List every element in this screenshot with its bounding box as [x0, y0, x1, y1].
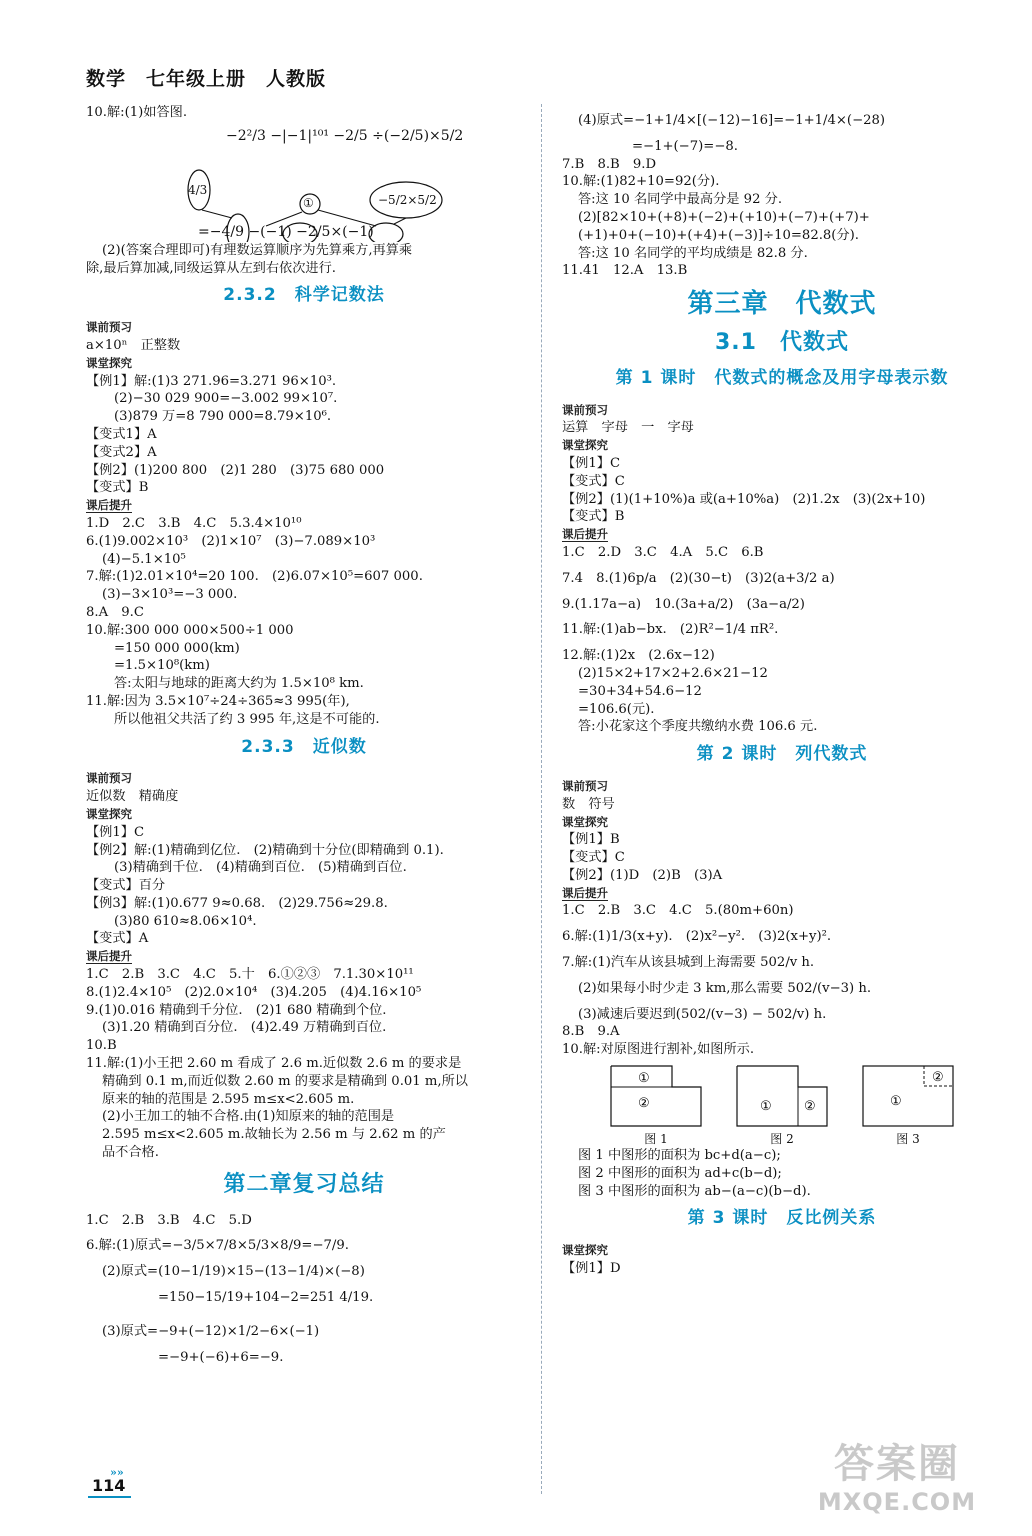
review-q6-4: (4)原式=−1+1/4×[(−12)−16]=−1+1/4×(−28): [578, 113, 886, 128]
review-q6-4-b: =−1+(−7)=−8.: [632, 138, 738, 154]
r-post-tag-2: 课后提升: [562, 885, 608, 900]
alg-q1-6: 1.C 2.D 3.C 4.A 5.C 6.B: [562, 544, 764, 560]
approx-variant-2: 【变式】A: [86, 931, 149, 947]
lesson-2-title: 第 2 课时 列代数式: [696, 744, 868, 765]
r-class-tag-3: 课堂探究: [562, 1243, 608, 1258]
alg-variant-1: 【变式】C: [562, 473, 625, 489]
expr-example-2: 【例2】(1)D (2)B (3)A: [562, 867, 723, 883]
page-number: 114: [88, 1476, 131, 1498]
q10-part2: (2)(答案合理即可)有理数运算顺序为先算乘方,再算乘: [102, 242, 413, 258]
expr-variant-1: 【变式】C: [562, 850, 625, 866]
figure-1-caption: 图 1: [644, 1132, 668, 1147]
r-class-tag-2: 课堂探究: [562, 814, 608, 829]
approx-q10: 10.B: [86, 1038, 117, 1054]
preview-answer-2: 近似数 精确度: [86, 789, 179, 805]
alg-variant-2: 【变式】B: [562, 509, 625, 525]
r-class-tag: 课堂探究: [562, 438, 608, 453]
q10-node-1: 4/3: [188, 182, 208, 197]
r-preview-tag: 课前预习: [562, 402, 608, 417]
figure-3-region-1: ①: [890, 1094, 902, 1110]
post-tag-2: 课后提升: [86, 949, 132, 964]
expr-q10-c: 图 3 中图形的面积为 ab−(a−c)(b−d).: [578, 1183, 811, 1199]
alg-example-2: 【例2】(1)(1+10%)a 或(a+10%a) (2)1.2x (3)(2x+10): [562, 491, 926, 507]
approx-example-3-b: (3)80 610≈8.06×10⁴.: [114, 913, 257, 929]
expr-q6: 6.解:(1)1/3(x+y). (2)x²−y². (3)2(x+y)².: [562, 929, 832, 945]
preview-tag-2: 课前预习: [86, 771, 132, 786]
review-q10-b: 答:这 10 名同学中最高分是 92 分.: [578, 192, 783, 208]
area-figures: [610, 1065, 1002, 1147]
example-1: 【例1】解:(1)3 271.96=3.271 96×10³.: [86, 373, 337, 389]
review-q10: 10.解:(1)82+10=92(分).: [562, 174, 720, 190]
post-q10-b: =150 000 000(km): [114, 640, 240, 656]
expr-q8-9: 8.B 9.A: [562, 1024, 620, 1040]
figure-1: [610, 1065, 702, 1147]
review-q10-d: (+1)+0+(−10)+(+4)+(−3)]÷10=82.8(分).: [578, 227, 859, 243]
post-q1-5: 1.D 2.C 3.B 4.C 5.3.4×10¹⁰: [86, 515, 302, 531]
lesson-3-title: 第 3 课时 反比例关系: [687, 1208, 877, 1229]
watermark-logo: [792, 1440, 1002, 1530]
expr-q7-c: (3)减速后要迟到(502/(v−3) − 502/v) h.: [578, 1006, 827, 1022]
chapter-2-review-title: 第二章复习总结: [223, 1171, 385, 1197]
left-column: [86, 104, 522, 1366]
section-2-3-2-title: 2.3.2 科学记数法: [223, 285, 385, 306]
post-q8-9: 8.A 9.C: [86, 604, 144, 620]
alg-q12-e: 答:小花家这个季度共缴纳水费 106.6 元.: [578, 719, 818, 735]
post-q6-b: (4)−5.1×10⁵: [102, 551, 186, 567]
expr-example-1: 【例1】B: [562, 832, 620, 848]
post-q10: 10.解:300 000 000×500÷1 000: [86, 622, 294, 638]
right-column: [562, 104, 1002, 1278]
approx-q9: 9.(1)0.016 精确到千分位. (2)1 680 精确到个位.: [86, 1002, 387, 1018]
alg-q9-10: 9.(1.17a−a) 10.(3a+a/2) (3a−a/2): [562, 596, 805, 612]
expr-q10: 10.解:对原图进行割补,如图所示.: [562, 1042, 755, 1058]
post-q7-b: (3)−3×10³=−3 000.: [102, 587, 238, 603]
figure-1-region-2: ②: [638, 1096, 650, 1112]
chapter-3-title: 第三章 代数式: [687, 289, 877, 320]
column-divider: [541, 104, 542, 1494]
r-post-tag: 课后提升: [562, 527, 608, 542]
expr-q10-a: 图 1 中图形的面积为 bc+d(a−c);: [578, 1148, 781, 1164]
review-q6-c: =150−15/19+104−2=251 4/19.: [158, 1290, 374, 1306]
q10-diagram: [86, 122, 516, 242]
approx-example-1: 【例1】C: [86, 824, 145, 840]
figure-3-shape: [862, 1065, 954, 1127]
approx-q11-d: (2)小王加工的轴不合格.由(1)知原来的轴的范围是: [102, 1109, 395, 1125]
r-preview-answer: 运算 字母 一 字母: [562, 420, 694, 436]
page-header: 数学 七年级上册 人教版: [86, 68, 327, 90]
variant-1: 【变式1】A: [86, 426, 157, 442]
approx-q9-b: (3)1.20 精确到百分位. (4)2.49 万精确到百位.: [102, 1020, 387, 1036]
watermark-line-2: MXQE.COM: [817, 1488, 977, 1516]
post-q10-c: =1.5×10⁸(km): [114, 658, 210, 674]
class-tag: 课堂探究: [86, 355, 132, 370]
q10-title: 10.解:(1)如答图.: [86, 105, 188, 120]
approx-q11: 11.解:(1)小王把 2.60 m 看成了 2.6 m.近似数 2.6 m 的要求是: [86, 1056, 462, 1072]
review-q6-d: (3)原式=−9+(−12)×1/2−6×(−1): [102, 1323, 320, 1339]
page-arrows: »»: [110, 1466, 124, 1479]
review-q10-e: 答:这 10 名同学的平均成绩是 82.8 分.: [578, 245, 808, 261]
alg-q12-c: =30+34+54.6−12: [578, 683, 702, 699]
review-q11-13: 11.41 12.A 13.B: [562, 263, 688, 279]
variant-3: 【变式】B: [86, 480, 149, 496]
preview-answer: a×10ⁿ 正整数: [86, 337, 181, 353]
post-q10-d: 答:太阳与地球的距离大约为 1.5×10⁸ km.: [114, 676, 364, 692]
example-1-c: (3)879 万=8 790 000=8.79×10⁶.: [114, 409, 332, 425]
review-q6: 6.解:(1)原式=−3/5×7/8×5/3×8/9=−7/9.: [86, 1238, 349, 1254]
figure-2: [736, 1065, 828, 1147]
r-preview-tag-2: 课前预习: [562, 778, 608, 793]
approx-q11-b: 精确到 0.1 m,而近似数 2.60 m 的要求是精确到 0.01 m,所以: [102, 1073, 468, 1089]
q10-node-3: −5/2×5/2: [378, 192, 437, 207]
figure-1-region-1: ①: [638, 1071, 650, 1087]
q10-part2-cont: 除,最后算加减,同级运算从左到右依次进行.: [86, 260, 336, 276]
approx-variant-1: 【变式】百分: [86, 878, 166, 894]
figure-2-region-2: ②: [804, 1099, 816, 1115]
inverse-example-1: 【例1】D: [562, 1261, 621, 1277]
expr-q1-5: 1.C 2.B 3.C 4.C 5.(80m+60n): [562, 903, 794, 919]
variant-2: 【变式2】A: [86, 444, 157, 460]
figure-3-caption: 图 3: [896, 1132, 920, 1147]
approx-q8: 8.(1)2.4×10⁵ (2)2.0×10⁴ (3)4.205 (4)4.16×10⁵: [86, 984, 422, 1000]
class-tag-2: 课堂探究: [86, 806, 132, 821]
post-tag: 课后提升: [86, 498, 132, 513]
section-3-1-title: 3.1 代数式: [715, 329, 849, 355]
approx-q11-f: 品不合格.: [102, 1145, 159, 1161]
figure-3: [862, 1065, 954, 1147]
review-q10-c: (2)[82×10+(+8)+(−2)+(+10)+(−7)+(+7)+: [578, 209, 870, 225]
post-q7: 7.解:(1)2.01×10⁴=20 100. (2)6.07×10⁵=607 000.: [86, 569, 423, 585]
expr-q7-b: (2)如果每小时少走 3 km,那么需要 502/(v−3) h.: [578, 980, 872, 996]
q10-expression: −2²/3 −|−1|¹⁰¹ −2/5 ÷(−2/5)×5/2: [226, 127, 464, 144]
q10-node-2: ①: [303, 195, 314, 210]
section-2-3-3-title: 2.3.3 近似数: [241, 736, 367, 757]
example-2: 【例2】(1)200 800 (2)1 280 (3)75 680 000: [86, 462, 385, 478]
figure-2-caption: 图 2: [770, 1132, 794, 1147]
watermark-line-1: 答案圈: [834, 1441, 960, 1487]
alg-q12-b: (2)15×2+17×2+2.6×21−12: [578, 665, 768, 681]
alg-q11: 11.解:(1)ab−bx. (2)R²−1/4 πR².: [562, 622, 779, 638]
lesson-1-title: 第 1 课时 代数式的概念及用字母表示数: [615, 367, 949, 388]
approx-example-2: 【例2】解:(1)精确到亿位. (2)精确到十分位(即精确到 0.1).: [86, 842, 444, 858]
approx-q1-7: 1.C 2.B 3.C 4.C 5.十 6.①②③ 7.1.30×10¹¹: [86, 967, 414, 983]
approx-q11-e: 2.595 m≤x<2.605 m.故轴长为 2.56 m 与 2.62 m 的产: [102, 1127, 446, 1143]
alg-q7-8: 7.4 8.(1)6p/a (2)(30−t) (3)2(a+3/2 a): [562, 570, 835, 586]
example-1-b: (2)−30 029 900=−3.002 99×10⁷.: [114, 391, 338, 407]
alg-q12: 12.解:(1)2x (2.6x−12): [562, 648, 715, 664]
preview-tag: 课前预习: [86, 320, 132, 335]
alg-example-1: 【例1】C: [562, 455, 621, 471]
expr-q10-b: 图 2 中图形的面积为 ad+c(b−d);: [578, 1165, 782, 1181]
review-q6-b: (2)原式=(10−1/19)×15−(13−1/4)×(−8): [102, 1264, 365, 1280]
approx-q11-c: 原来的轴的范围是 2.595 m≤x<2.605 m.: [102, 1091, 355, 1107]
q10-bottom-expression: =−4/9 −(−1) −2/5×(−1): [198, 223, 374, 240]
figure-1-shape: [610, 1065, 702, 1127]
approx-example-3: 【例3】解:(1)0.677 9≈0.68. (2)29.756≈29.8.: [86, 895, 388, 911]
review-q7-9: 7.B 8.B 9.D: [562, 156, 657, 172]
alg-q12-d: =106.6(元).: [578, 701, 655, 717]
r-preview-answer-2: 数 符号: [562, 796, 615, 812]
figure-2-shape: [736, 1065, 828, 1127]
approx-example-2-b: (3)精确到千位. (4)精确到百位. (5)精确到百位.: [114, 860, 407, 876]
post-q6: 6.(1)9.002×10³ (2)1×10⁷ (3)−7.089×10³: [86, 533, 376, 549]
post-q11: 11.解:因为 3.5×10⁷÷24÷365≈3 995(年),: [86, 693, 350, 709]
review-q6-e: =−9+(−6)+6=−9.: [158, 1349, 284, 1365]
post-q11-b: 所以他祖父共活了约 3 995 年,这是不可能的.: [114, 711, 380, 727]
review-q1-5: 1.C 2.B 3.B 4.C 5.D: [86, 1212, 252, 1228]
figure-3-region-2: ②: [932, 1070, 944, 1086]
figure-2-region-1: ①: [760, 1099, 772, 1115]
expr-q7: 7.解:(1)汽车从该县城到上海需要 502/v h.: [562, 955, 815, 971]
